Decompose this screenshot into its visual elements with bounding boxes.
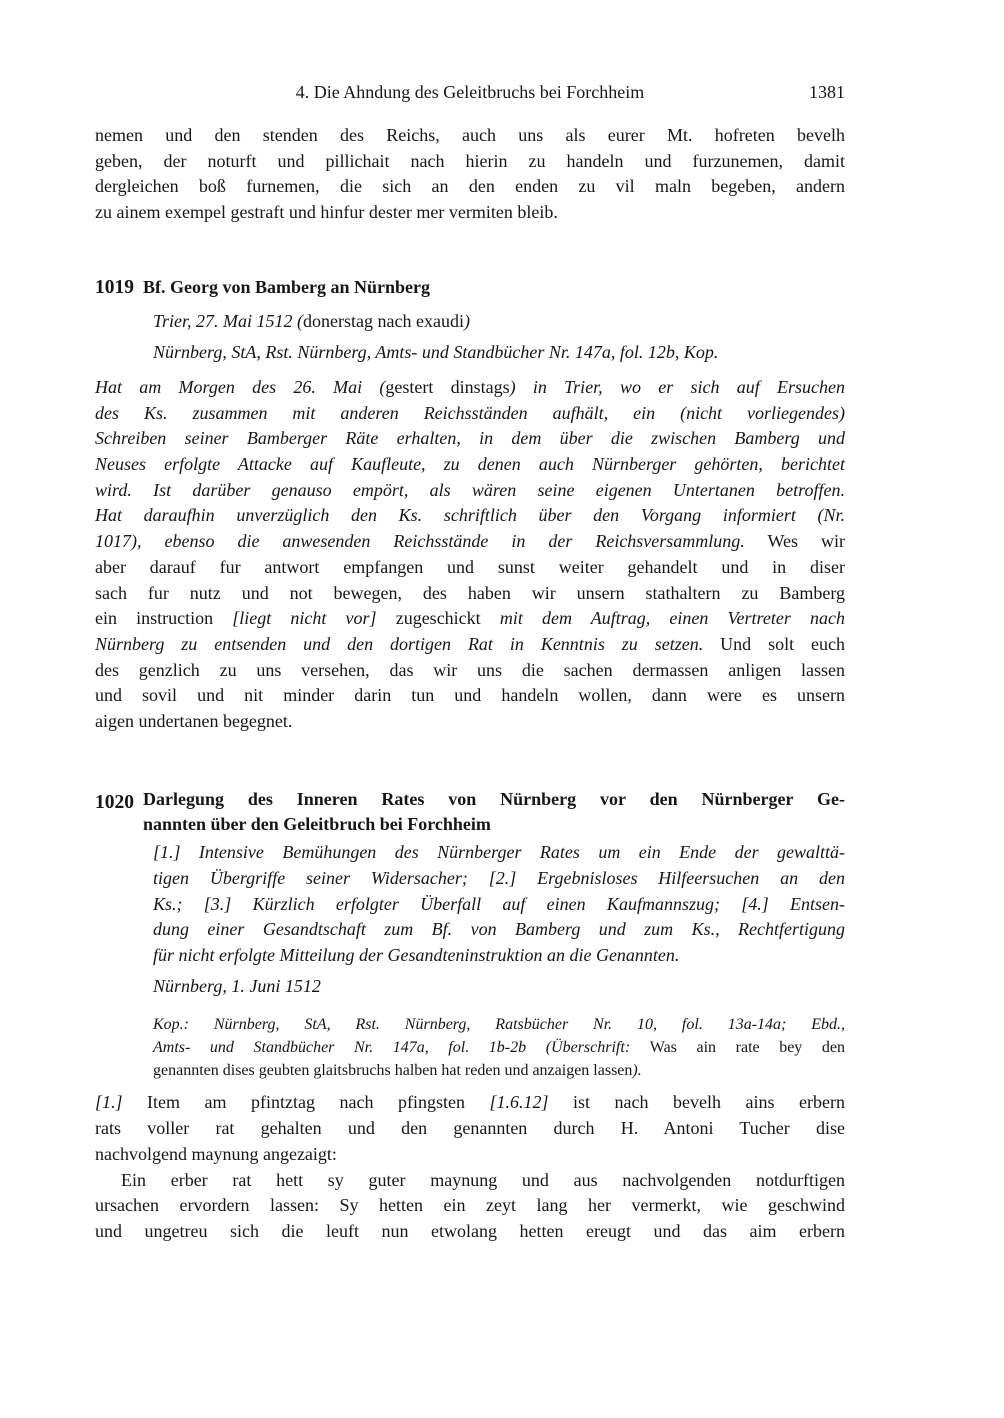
text-line [153, 1036, 845, 1059]
entry-title [143, 787, 845, 838]
entry-summary-paragraph [95, 375, 845, 735]
text-segment: tigen Übergriffe seiner Widersacher; [2.] Ergebnisloses Hilfeersuchen an den [153, 867, 845, 888]
text-line [95, 581, 845, 607]
text-line [95, 1142, 845, 1168]
text-segment: zu ainem exempel gestraft und hinfur dester mer vermiten bleib. [95, 202, 558, 223]
text-segment: Nürnberg, 1. Juni 1512 [153, 975, 321, 996]
text-segment: [liegt nicht vor] [232, 608, 377, 629]
text-line [95, 452, 845, 478]
text-segment: Darlegung des Inneren Rates von Nürnberg vor den Nürnberger Ge- [143, 788, 845, 809]
text-segment: ). [632, 1062, 642, 1080]
text-line [153, 892, 845, 918]
text-segment: Hat am Morgen des 26. Mai ( [95, 376, 386, 397]
text-line [143, 787, 845, 813]
text-segment: rats voller rat gehalten und den genannten durch H. Antoni Tucher dise [95, 1118, 845, 1139]
text-line [95, 1116, 845, 1142]
text-line [95, 149, 845, 175]
entry-source-line [153, 340, 845, 366]
text-segment: aigen undertanen begegnet. [95, 711, 293, 732]
text-line [95, 174, 845, 200]
text-segment: Bf. Georg von Bamberg an Nürnberg [143, 276, 430, 297]
entry-title [143, 275, 845, 301]
text-segment: geben, der noturft und pillichait nach hierin zu handeln und furzunemen, damit [95, 150, 845, 171]
text-segment: des Ks. zusammen mit anderen Reichsständen aufhält, ein (nicht vorliegendes) [95, 402, 845, 423]
body-paragraph [95, 1090, 845, 1167]
text-line [95, 375, 845, 401]
text-line [95, 683, 845, 709]
text-segment: Nürnberg zu entsenden und den dortigen Rat in Kenntnis zu setzen. [95, 633, 704, 654]
text-line [153, 340, 845, 366]
text-segment: und ungetreu sich die leuft nun etwolang hetten ereugt und das aim erbern [95, 1220, 845, 1241]
text-segment: Hat daraufhin unverzüglich den Ks. schriftlich über den Vorgang informiert (Nr. [95, 505, 845, 526]
text-line [153, 943, 845, 969]
text-segment: genannten dises geubten glaitsbruchs halben hat reden und anzaigen lassen [153, 1062, 633, 1080]
text-segment: 1017), ebenso die anwesenden Reichsstände in der Reichsversammlung. [95, 531, 745, 552]
running-header [95, 82, 845, 102]
text-line [143, 275, 845, 301]
text-column [95, 82, 845, 1245]
entry-heading [95, 787, 845, 838]
text-line [95, 606, 845, 632]
text-segment: Wes wir [744, 531, 845, 552]
text-line [153, 917, 845, 943]
page-number: 1381 [809, 82, 845, 102]
text-segment: Trier, 27. Mai 1512 ( [153, 310, 304, 331]
entry-number: 1019 [95, 276, 134, 298]
text-segment: dergleichen boß furnemen, die sich an den enden zu vil maln begeben, andern [95, 176, 845, 197]
text-segment: Neuses erfolgte Attacke auf Kaufleute, zu denen auch Nürnberger gehörten, berichtet [95, 454, 845, 475]
text-line [153, 309, 845, 335]
text-segment: aber darauf fur antwort empfangen und sunst weiter gehandelt und in diser [95, 556, 845, 577]
text-line [95, 632, 845, 658]
text-line [95, 658, 845, 684]
text-segment: nannten über den Geleitbruch bei Forchheim [143, 814, 491, 835]
text-segment: wird. Ist darüber genauso empört, als wären seine eigenen Untertanen betroffen. [95, 479, 845, 500]
text-line [143, 812, 845, 838]
text-line [95, 200, 845, 226]
text-segment: und sovil und nit minder darin tun und handeln wollen, dann were es unsern [95, 685, 845, 706]
text-line [95, 709, 845, 735]
text-line [95, 1090, 845, 1116]
text-line [95, 555, 845, 581]
text-segment: ) [463, 310, 470, 331]
text-segment: donerstag nach exaudi [303, 310, 464, 331]
text-segment: Item am pfintztag nach pfingsten [122, 1092, 490, 1113]
text-line [153, 866, 845, 892]
text-line [153, 840, 845, 866]
text-line [95, 1219, 845, 1245]
text-line [95, 123, 845, 149]
entry-date-line [153, 309, 845, 335]
entry-summary-paragraph [153, 840, 845, 969]
text-segment: ein instruction [95, 608, 233, 629]
text-segment: [1.] Intensive Bemühungen des Nürnberger Rates um ein Ende der gewalttä- [153, 842, 845, 863]
entry-source-note [153, 1013, 845, 1082]
text-segment: Nürnberg, StA, Rst. Nürnberg, Amts- und Standbücher Nr. 147a, fol. 12b, Kop. [153, 342, 719, 363]
carryover-paragraph [95, 123, 845, 226]
entry-heading [95, 275, 845, 301]
text-line [153, 1013, 845, 1036]
text-segment: [1.] [95, 1092, 123, 1113]
text-segment: dung einer Gesandtschaft zum Bf. von Bamberg und zum Ks., Rechtfertigung [153, 919, 845, 940]
text-segment: Amts- und Standbücher Nr. 147a, fol. 1b-2b (Überschrift: [153, 1039, 650, 1057]
text-segment: mit dem Auftrag, einen Vertreter nach [499, 608, 846, 629]
text-line [95, 1193, 845, 1219]
text-segment: Kop.: Nürnberg, StA, Rst. Nürnberg, Ratsbücher Nr. 10, fol. 13a-14a; Ebd., [153, 1016, 845, 1034]
entry-1020 [95, 787, 845, 1083]
text-line [153, 1059, 845, 1082]
text-segment: Ein erber rat hett sy guter maynung und aus nachvolgenden notdurftigen [121, 1169, 845, 1190]
text-line [153, 974, 845, 1000]
text-line [95, 529, 845, 555]
text-line [95, 503, 845, 529]
text-segment: Was ain rate bey den [649, 1039, 846, 1057]
body-paragraph [95, 1168, 845, 1245]
text-segment: ursachen ervordern lassen: Sy hetten ein zeyt lang her vermerkt, wie geschwind [95, 1195, 845, 1216]
text-segment: ist nach bevelh ains erbern [548, 1092, 845, 1113]
text-line [95, 426, 845, 452]
text-segment: für nicht erfolgte Mitteilung der Gesandteninstruktion an die Genannten. [153, 944, 680, 965]
text-segment: nachvolgend maynung angezaigt: [95, 1143, 337, 1164]
entry-1019 [95, 275, 845, 735]
text-segment: zugeschickt [376, 608, 500, 629]
text-segment: nemen und den stenden des Reichs, auch uns als eurer Mt. hofreten bevelh [95, 125, 845, 145]
text-segment: gestert dinstags [385, 376, 510, 397]
text-segment: sach fur nutz und not bewegen, des haben wir unsern stathaltern zu Bamberg [95, 582, 845, 603]
text-line [95, 401, 845, 427]
entry-date-line [153, 974, 845, 1000]
text-segment: Und solt euch [703, 633, 846, 654]
text-segment: ) in Trier, wo er sich auf Ersuchen [509, 376, 845, 397]
text-segment: Schreiben seiner Bamberger Räte erhalten, in dem über die zwischen Bamberg und [95, 428, 845, 449]
text-segment: des genzlich zu uns versehen, das wir uns die sachen dermassen anligen lassen [95, 659, 845, 680]
text-segment: Ks.; [3.] Kürzlich erfolgter Überfall auf einen Kaufmannszug; [4.] Entsen- [153, 893, 845, 914]
entry-number: 1020 [95, 791, 134, 813]
text-line [95, 478, 845, 504]
chapter-title: 4. Die Ahndung des Geleitbruchs bei Forchheim [295, 82, 645, 102]
text-segment: [1.6.12] [489, 1092, 549, 1113]
text-line [95, 1168, 845, 1194]
